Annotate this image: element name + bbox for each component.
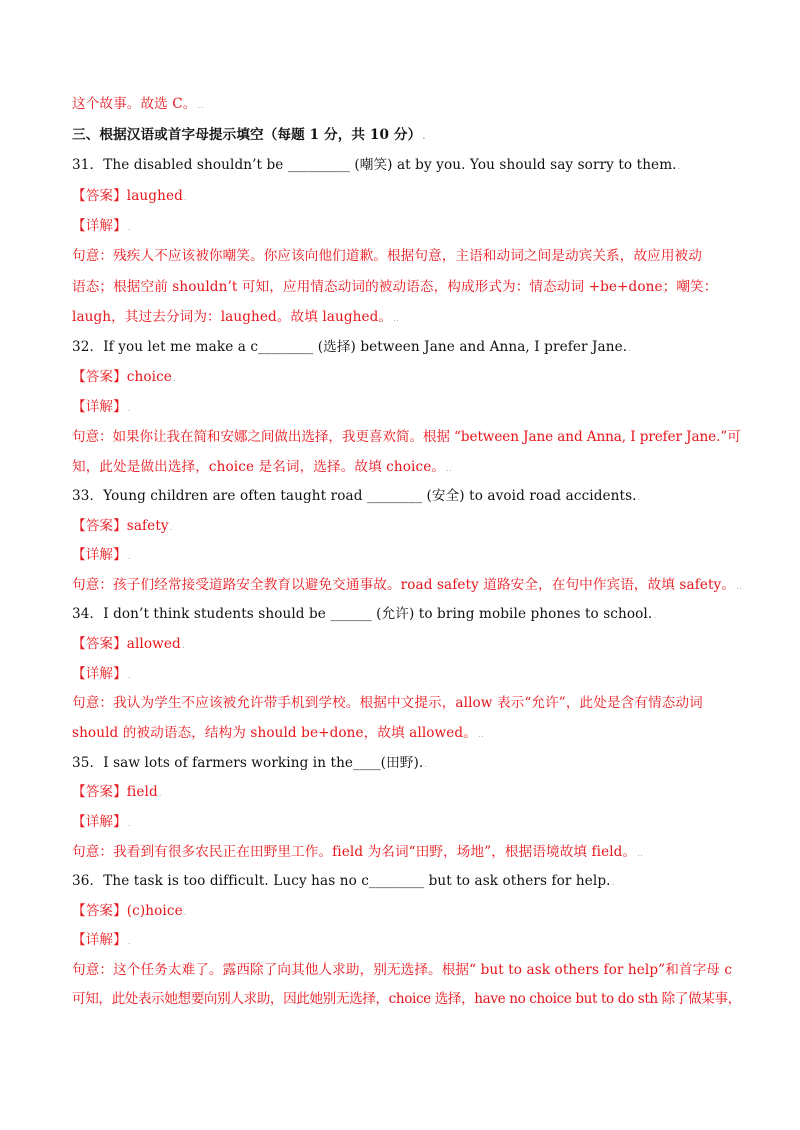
answer-32: 【答案】choice. (72, 369, 176, 385)
question-34: 34．I don’t think students should be ______ (允许) to bring mobile phones to school.. (72, 606, 657, 622)
explanation-34-line-2: should 的被动语态，结构为 should be+done，故填 allowed。.. (72, 725, 484, 741)
question-32: 32．If you let me make a c________ (选择) between Jane and Anna, I prefer Jane.. (72, 339, 632, 355)
question-36: 36．The task is too difficult. Lucy has no c________ but to ask others for help.. (72, 873, 615, 889)
detail-label-32: 【详解】. (72, 399, 131, 415)
detail-label-33: 【详解】. (72, 547, 131, 563)
detail-label-34: 【详解】. (72, 666, 131, 682)
answer-35: 【答案】field. (72, 784, 162, 800)
explanation-31-line-1: 句意：残疾人不应该被你嘲笑。你应该向他们道歉。根据句意，主语和动词之间是动宾关系，故应用被动 (72, 248, 702, 264)
question-31: 31．The disabled shouldn’t be _________ (嘲笑) at by you. You should say sorry to them.. (72, 157, 681, 173)
explanation-35-line-1: 句意：我看到有很多农民正在田野里工作。field 为名词“田野，场地”，根据语境故填 field。.. (72, 844, 644, 860)
carryover-text: 这个故事。故选 C。.. (72, 96, 204, 112)
explanation-34-line-1: 句意：我认为学生不应该被允许带手机到学校。根据中文提示，allow 表示“允许”，此处是含有情态动词 (72, 695, 703, 711)
answer-31: 【答案】laughed. (72, 188, 187, 204)
answer-33: 【答案】safety. (72, 518, 173, 534)
explanation-36-line-1: 句意：这个任务太难了。露西除了向其他人求助，别无选择。根据“ but to ask others for help”和首字母 c (72, 962, 733, 978)
explanation-32-line-1: 句意：如果你让我在简和安娜之间做出选择，我更喜欢简。根据 “between Jane and Anna, I prefer Jane.”可 (72, 429, 741, 445)
explanation-31-line-2: 语态；根据空前 shouldn’t 可知，应用情态动词的被动语态，构成形式为：情态动词 +be+done；嘲笑： (72, 279, 718, 295)
answer-36: 【答案】(c)hoice. (72, 903, 187, 919)
answer-34: 【答案】allowed. (72, 636, 185, 652)
explanation-33-line-1: 句意：孩子们经常接受道路安全教育以避免交通事故。road safety 道路安全，在句中作宾语，故填 safety。.. (72, 577, 742, 593)
section-title: 三、根据汉语或首字母提示填空（每题 1 分，共 10 分）. (72, 127, 426, 143)
detail-label-36: 【详解】. (72, 932, 131, 948)
explanation-31-line-3: laugh，其过去分词为：laughed。故填 laughed。.. (72, 309, 400, 325)
explanation-32-line-2: 知，此处是做出选择，choice 是名词，选择。故填 choice。.. (72, 459, 452, 475)
explanation-36-line-2: 可知，此处表示她想要向别人求助，因此她别无选择，choice 选择，have no choice but to do sth 除了做某事， (72, 991, 741, 1007)
detail-label-35: 【详解】. (72, 814, 131, 830)
question-35: 35．I saw lots of farmers working in the____(田野).. (72, 755, 428, 771)
question-33: 33．Young children are often taught road ________ (安全) to avoid road accidents.. (72, 488, 641, 504)
detail-label-31: 【详解】. (72, 218, 131, 234)
